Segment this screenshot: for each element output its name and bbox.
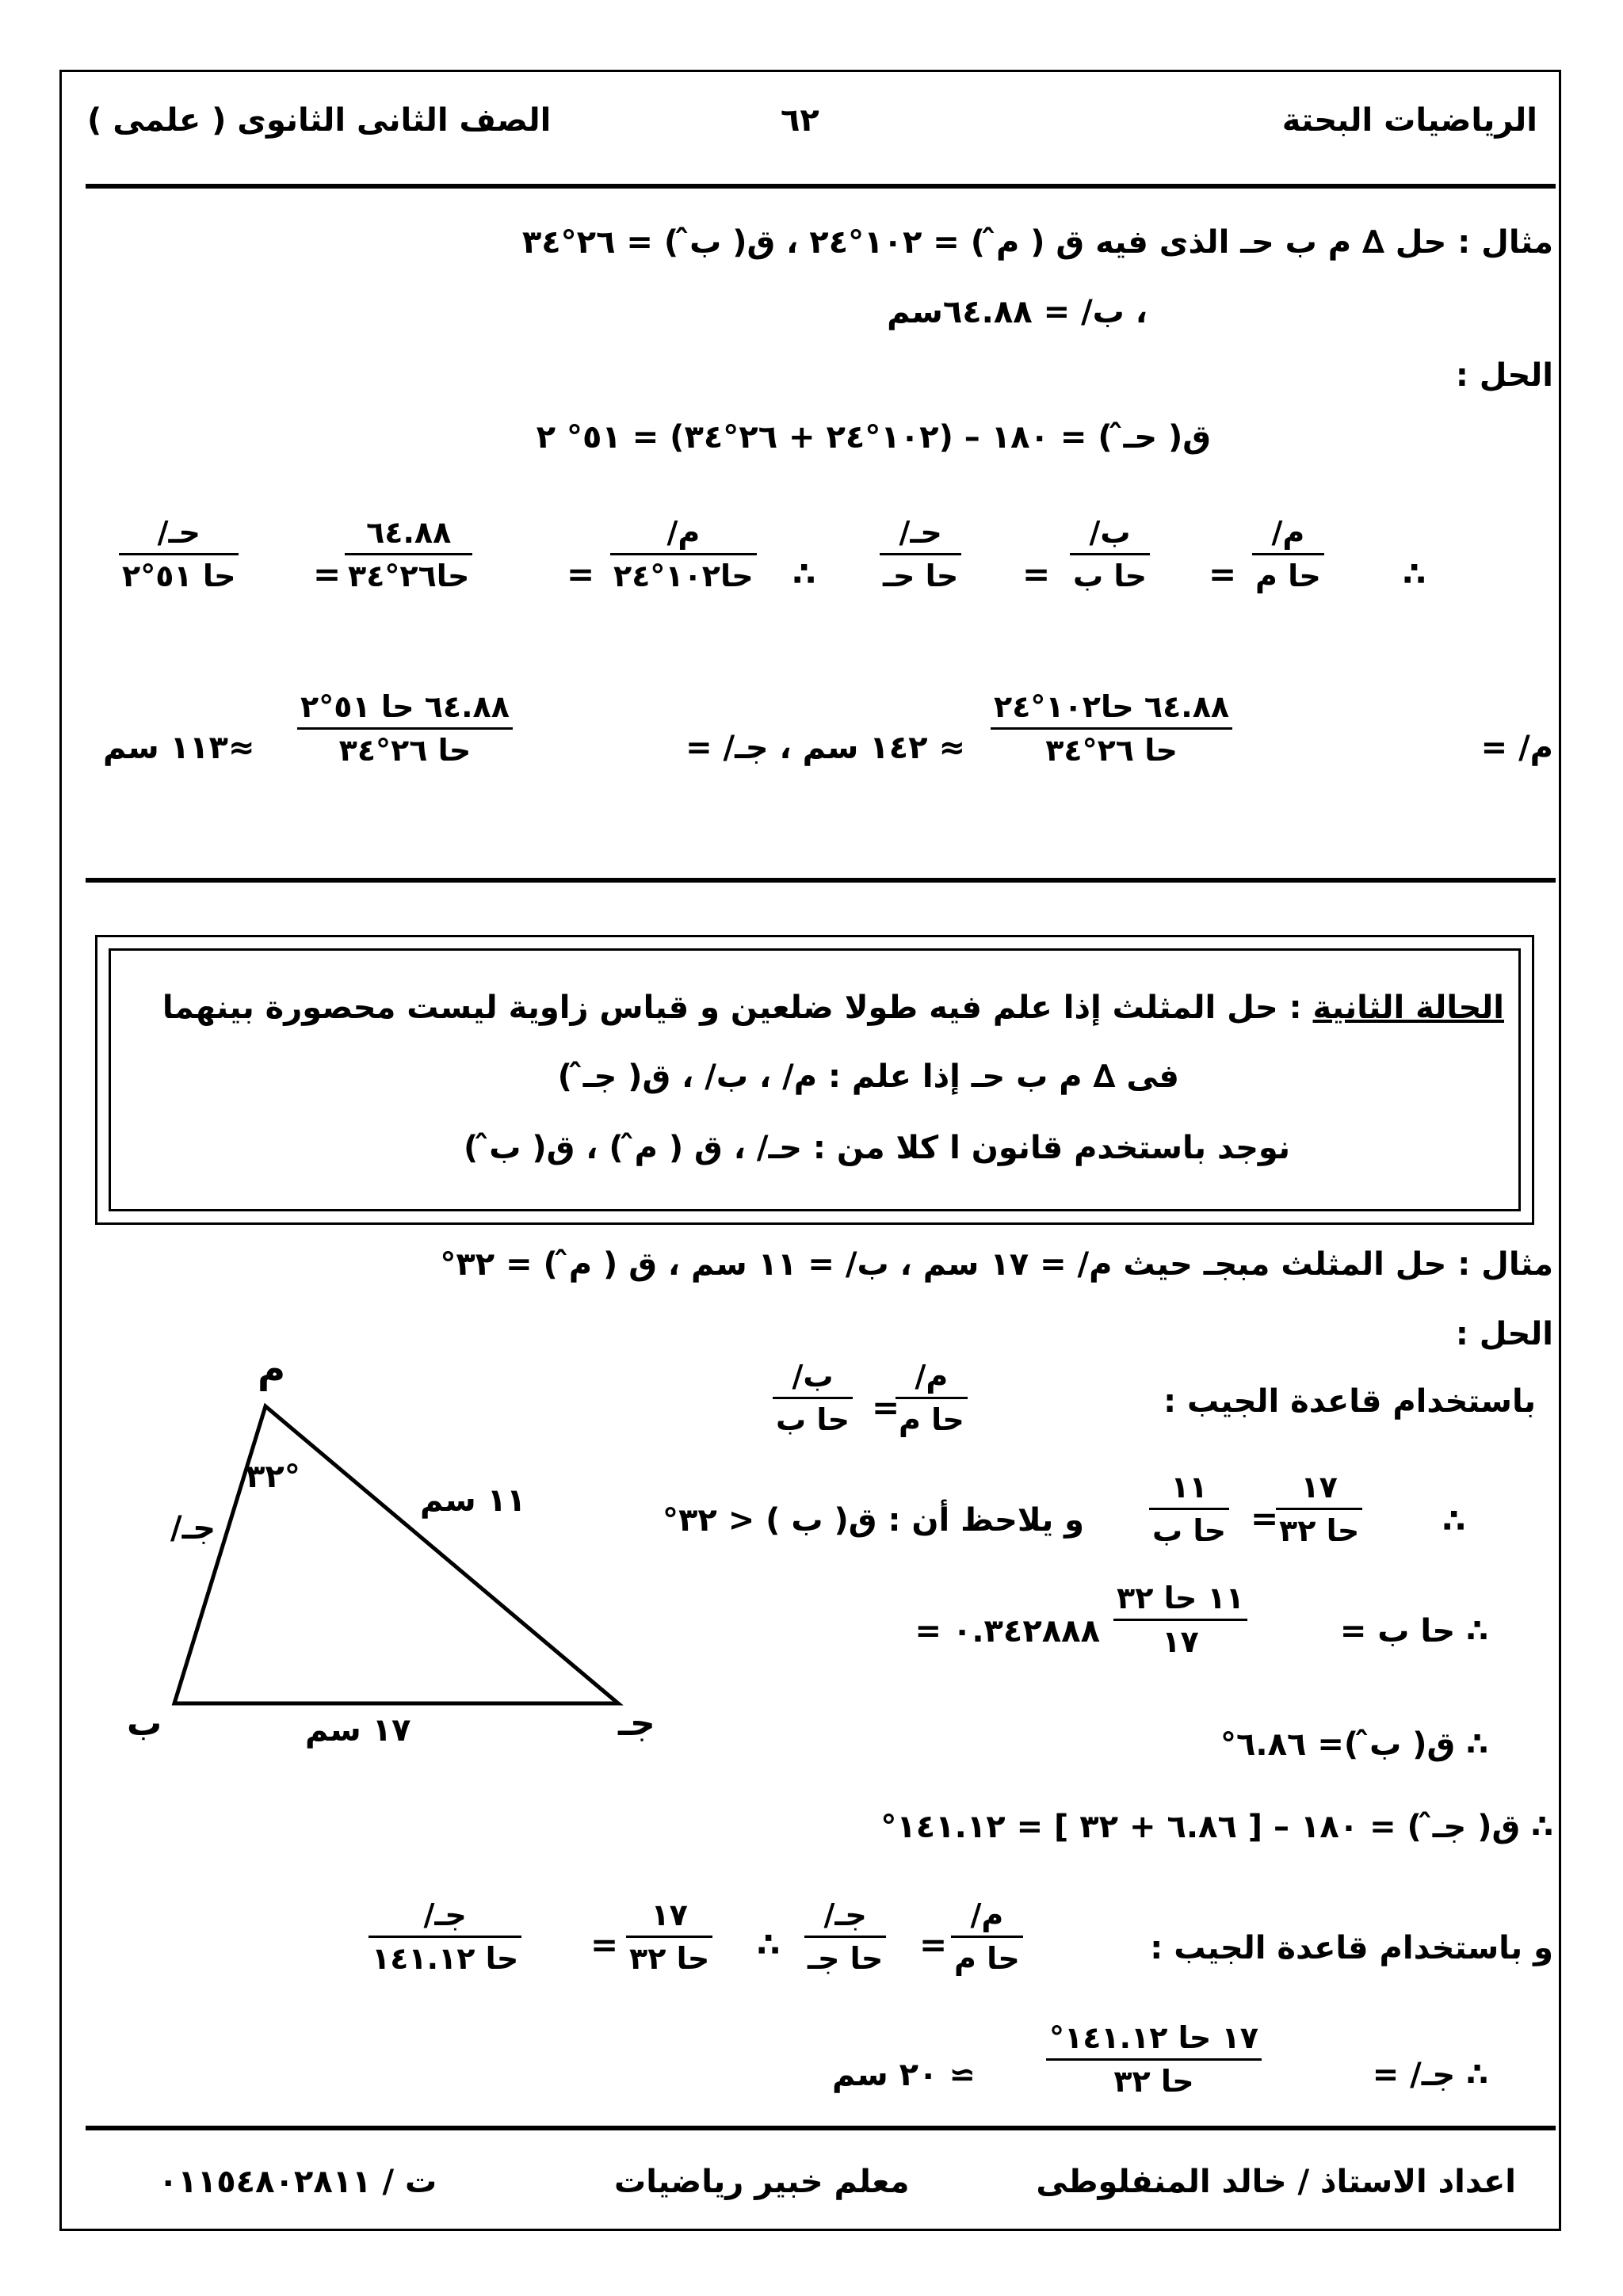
fraction [951,1897,1023,1976]
fraction-numerator: م/ [666,515,701,550]
fraction-numerator: م/ [915,1359,949,1394]
step6-value: ≃ ٢٠ سم [832,2057,976,2093]
note-angle-b: و يلاحظ أن : ق( ب ) < ٣٢° [662,1502,1084,1539]
fraction [991,689,1232,768]
fraction-denominator: حا م [899,1402,964,1437]
fraction-denominator: حا م [1255,559,1321,593]
fraction-numerator: ١١ [1170,1470,1208,1505]
fraction-numerator: جـ/ [423,1897,467,1932]
fraction-denominator: حا م [954,1941,1020,1976]
fraction-numerator: حـ/ [157,515,200,550]
vertex-right-label: جـ [618,1703,655,1744]
fraction [610,515,757,593]
fraction [1252,515,1324,593]
example1-angle-c: ق( حـ̂ ) = ١٨٠ – (١٠٢°٢٤ + ٢٦°٣٤) = ٥١° ٢ [536,419,1211,456]
fraction [1070,515,1150,593]
case2-title-text: : حل المثلث إذا علم فيه طولا ضلعين و قياس زاوية ليست محصورة بينهما [162,990,1313,1026]
equals-sign: = [919,1925,948,1964]
fraction-denominator: حا ٥١°٢ [122,559,236,593]
fraction [880,515,961,593]
fraction [1149,1470,1229,1548]
case2-title [162,989,1504,1027]
therefore-symbol: ∴ [757,1925,781,1964]
triangle-shape [174,1406,618,1703]
step6-label: ∴ جـ/ = [1372,2057,1488,2093]
fraction-numerator: م/ [970,1897,1004,1932]
fraction-numerator: ١٧ [1300,1470,1338,1505]
fraction-denominator: حا جـ [808,1941,884,1976]
equals-sign: = [1022,555,1051,593]
example1-solution-label: الحل : [1455,357,1553,394]
example1-given-side: ، ب/ = ٦٤.٨٨سم [887,294,1148,330]
fraction-denominator: ١٧ [1162,1624,1199,1659]
header-right-title: الرياضيات البحتة [1281,102,1537,139]
example2-solution-label: الحل : [1455,1316,1553,1352]
page-number: ٦٢ [781,102,819,139]
equals-sign: = [313,555,342,593]
fraction-numerator: ١١ حا ٣٢ [1117,1581,1244,1615]
fraction-numerator: حـ/ [899,515,942,550]
fraction [1113,1581,1247,1659]
fraction [896,1359,968,1437]
fraction-numerator: ١٧ [651,1897,688,1932]
example1-statement: مثال : حل ∆ م ب حـ الذى فيه ق ( م̂ ) = ١٠٢°٢٤ ، ق( ب̂ ) = ٢٦°٣٤ [521,224,1553,261]
section-divider [86,878,1556,883]
result-c-value: ≈١١٣ سم [103,730,255,766]
equals-sign: = [590,1925,619,1964]
equals-sign: = [1209,555,1237,593]
fraction [119,515,239,593]
fraction [1276,1470,1362,1548]
fraction [773,1359,853,1437]
fraction-denominator: حا ٢٦°٣٤ [1045,733,1178,768]
equals-sign: = [872,1388,900,1427]
fraction-denominator: حا ب [1152,1513,1227,1548]
fraction-numerator: ١٧ حا ١٤١.١٢° [1049,2020,1258,2055]
result-a-value: ≈ ١٤٢ سم ، جـ/ = [685,730,965,766]
fraction-denominator: حا٢٦°٣٤ [348,559,470,593]
example2-statement: مثال : حل المثلث مبجـ حيث م/ = ١٧ سم ، ب/ = ١١ سم ، ق ( م̂ ) = ٣٢° [440,1246,1553,1283]
equals-sign: = [1251,1499,1279,1538]
fraction-numerator: ٦٤.٨٨ حا١٠٢°٢٤ [994,689,1230,724]
fraction-numerator: م/ [1271,515,1305,550]
side-right-label: ١١ سم [420,1482,526,1519]
fraction-denominator: حا حـ [883,559,959,593]
vertex-left-label: ب [127,1703,162,1744]
therefore-symbol: ∴ [792,555,816,593]
sine-rule-label: باستخدام قاعدة الجيب : [1163,1383,1536,1420]
step2-value: = ٠.٣٤٢٨٨٨ [915,1613,1100,1650]
case2-title-label: الحالة الثانية [1312,990,1504,1026]
fraction-denominator: حا ب [1073,559,1148,593]
side-bottom-label: ١٧ سم [305,1712,411,1749]
therefore-symbol: ∴ [1442,1501,1466,1540]
fraction [345,515,472,593]
equals-sign: = [567,555,595,593]
step3-angle-b: ∴ ق( ب̂ )= ٦.٨٦° [1220,1726,1488,1763]
fraction [626,1897,712,1976]
fraction-numerator: ٦٤.٨٨ [366,515,452,550]
vertex-top-label: م [258,1347,286,1391]
therefore-symbol: ∴ [1403,555,1426,593]
fraction-denominator: حا ب [776,1402,850,1437]
fraction [369,1897,521,1976]
fraction-denominator: حا ٣٢ [1279,1513,1360,1548]
footer-phone: ت / ٠١١٥٤٨٠٢٨١١ [158,2164,437,2200]
footer-divider [86,2126,1556,2130]
fraction-denominator: حا ١٤١.١٢ [372,1941,519,1976]
fraction-denominator: حا ٣٢ [1113,2064,1194,2099]
result-a-label: م/ = [1480,730,1553,766]
fraction-numerator: ب/ [792,1359,834,1394]
fraction-numerator: جـ/ [823,1897,867,1932]
step4-angle-c: ∴ ق( جـ̂ ) = ١٨٠ – [ ٦.٨٦ + ٣٢ ] = ١٤١.١٢° [880,1809,1553,1845]
fraction-numerator: ٦٤.٨٨ حا ٥١°٢ [300,689,510,724]
step2-label: ∴ حا ب = [1339,1613,1488,1650]
fraction [297,689,513,768]
fraction-numerator: ب/ [1089,515,1131,550]
fraction-denominator: حا ٣٢ [629,1941,710,1976]
case2-line2: فى ∆ م ب حـ إذا علم : م/ ، ب/ ، ق( جـ̂ ) [557,1058,1179,1095]
case2-line3: نوجد باستخدم قانون ا كلا من : حـ/ ، ق ( م̂ ) ، ق( ب̂ ) [463,1130,1290,1166]
header-left-title: الصف الثانى الثانوى ( علمى ) [87,102,552,139]
angle-label: ٣٢° [246,1459,300,1495]
header-divider [86,184,1556,189]
footer-role: معلم خبير رياضيات [614,2164,910,2200]
fraction [804,1897,886,1976]
triangle-diagram [119,1347,674,1759]
footer-author: اعداد الاستاذ / خالد المنفلوطى [1036,2164,1516,2200]
side-left-label: جـ/ [170,1510,216,1547]
fraction-denominator: حا١٠٢°٢٤ [613,559,754,593]
sine-rule-label-2: و باستخدام قاعدة الجيب : [1150,1930,1553,1966]
fraction-denominator: حا ٢٦°٣٤ [338,733,472,768]
fraction [1046,2020,1262,2099]
